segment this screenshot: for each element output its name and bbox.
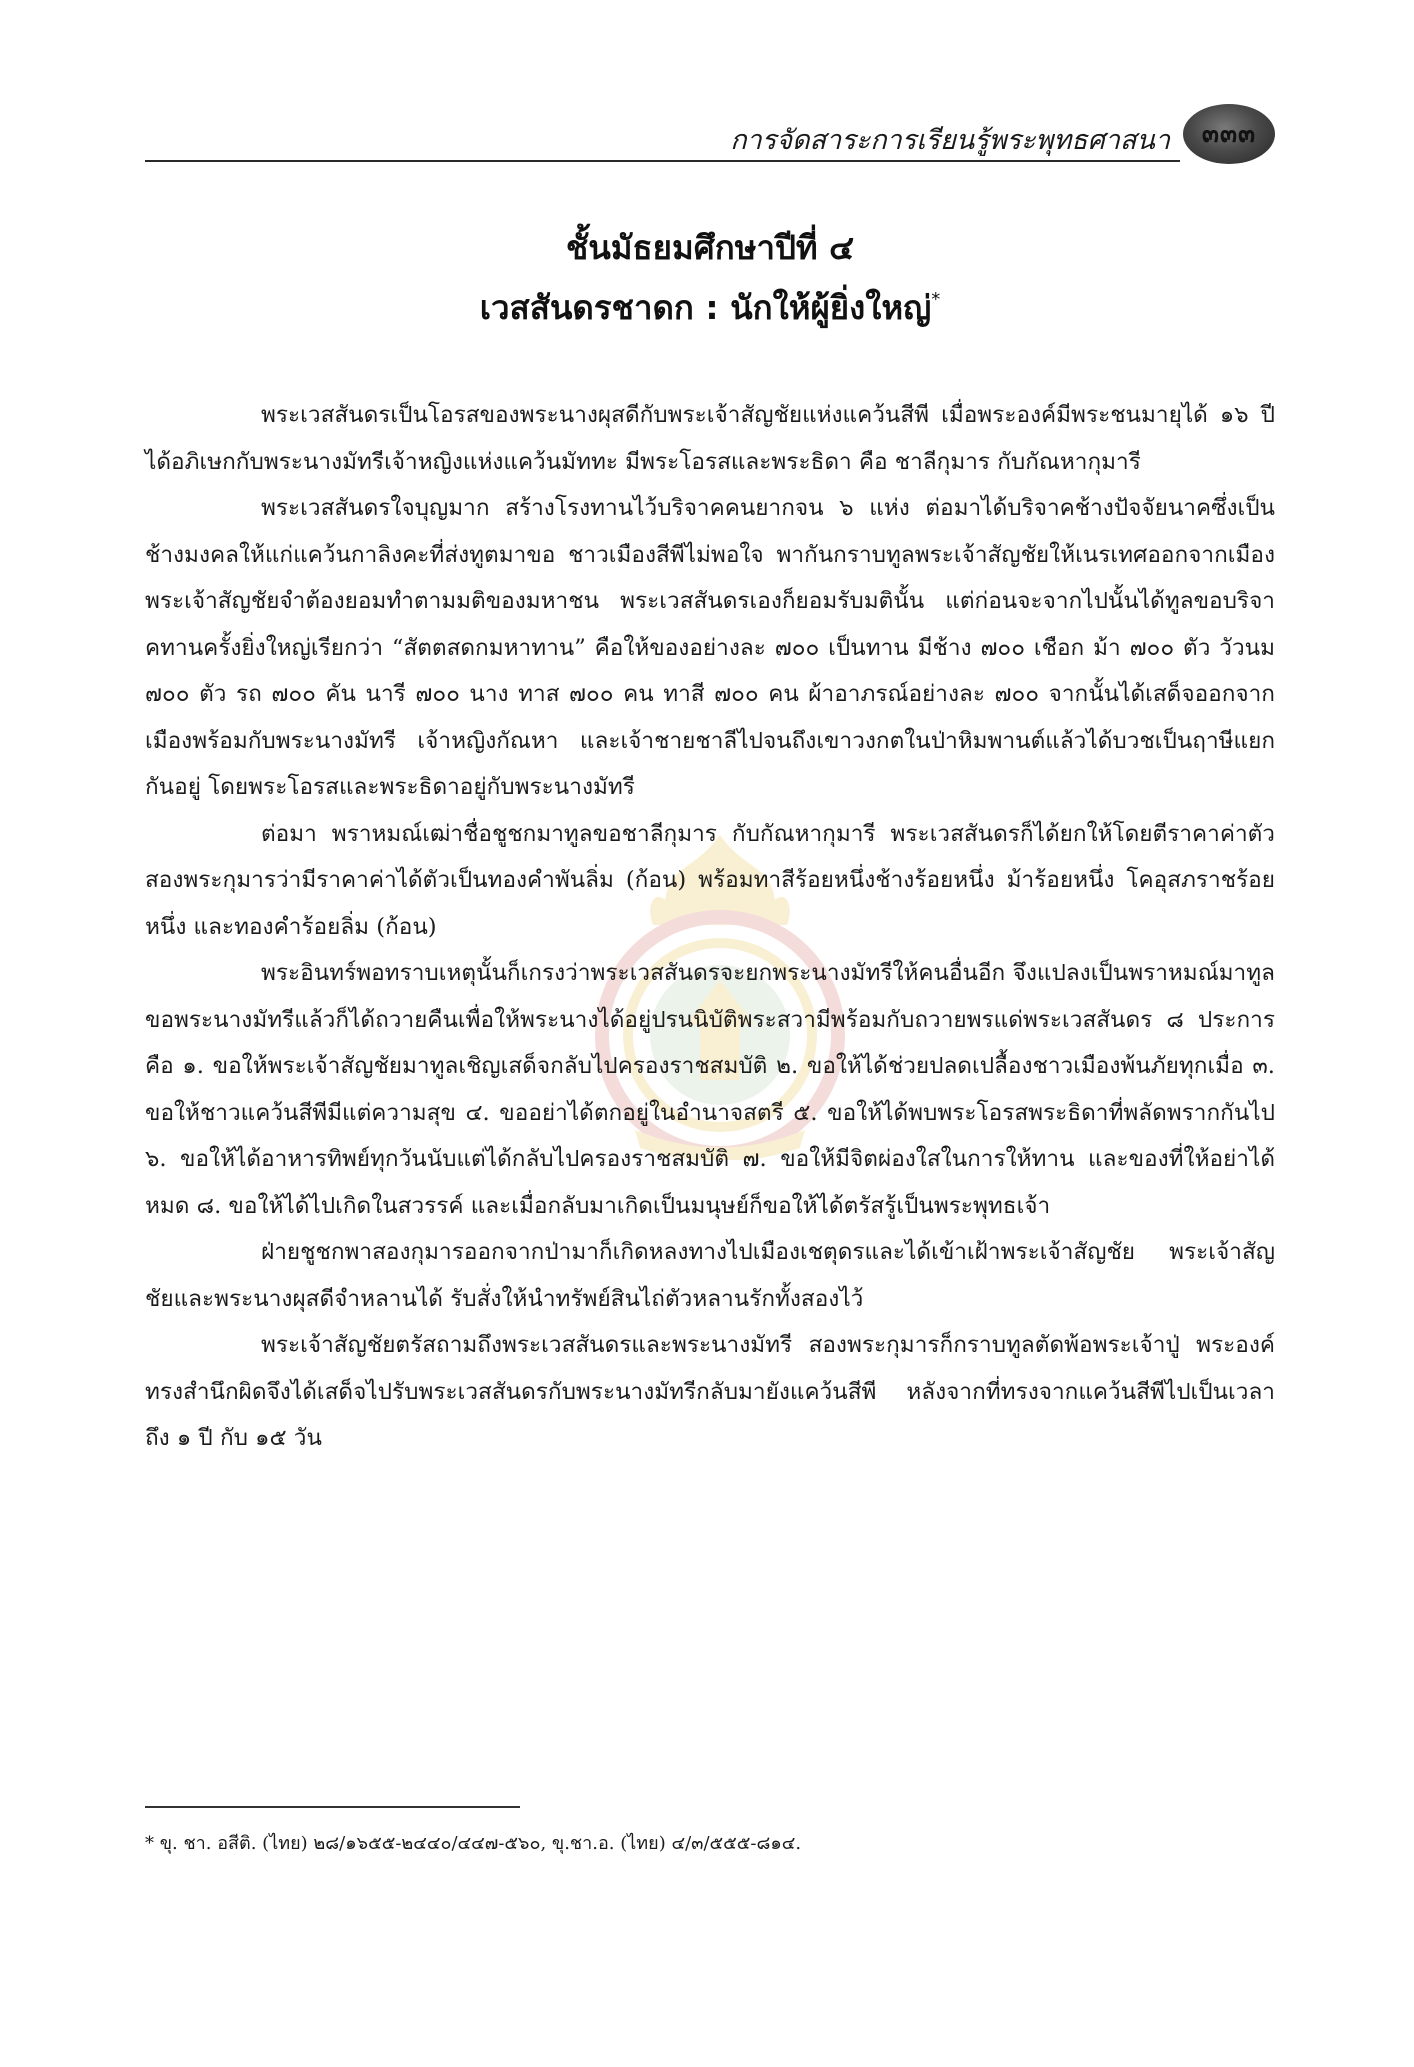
paragraph: พระเวสสันดรใจบุญมาก สร้างโรงทานไว้บริจาคคนยากจน ๖ แห่ง ต่อมาได้บริจาคช้างปัจจัยนาคซึ่งเป็นช้างมงคลให้แก่แคว้นกาลิงคะที่ส่งทูตมาขอ ชาวเมืองสีพีไม่พอใจ พากันกราบทูลพระเจ้าสัญชัยให้เนรเทศออกจากเมือง พระเจ้าสัญชัยจำต้องยอมทำตามมติของมหาชน พระเวสสันดรเองก็ยอมรับมตินั้น แต่ก่อนจะจากไปนั้นได้ทูลขอบริจาคทานครั้งยิ่งใหญ่เรียกว่า “สัตตสดกมหาทาน” คือให้ของอย่างละ ๗๐๐ เป็นทาน มีช้าง ๗๐๐ เชือก ม้า ๗๐๐ ตัว วัวนม ๗๐๐ ตัว รถ ๗๐๐ คัน นารี ๗๐๐ นาง ทาส ๗๐๐ คน ทาสี ๗๐๐ คน ผ้าอาภรณ์อย่างละ ๗๐๐ จากนั้นได้เสด็จออกจากเมืองพร้อมกับพระนางมัทรี เจ้าหญิงกัณหา และเจ้าชายชาลีไปจนถึงเขาวงกตในป่าหิมพานต์แล้วได้บวชเป็นฤาษีแยกกันอยู่ โดยพระโอรสและพระธิดาอยู่กับพระนางมัทรี: [145, 495, 1275, 800]
page-number-badge: [1183, 104, 1275, 164]
chapter-title-grade: [145, 222, 1275, 274]
page-number: ๓๓๓: [1201, 119, 1257, 148]
paragraph: ต่อมา พราหมณ์เฒ่าชื่อชูชกมาทูลขอชาลีกุมาร กับกัณหากุมารี พระเวสสันดรก็ได้ยกให้โดยตีราคาค่าตัวสองพระกุมารว่ามีราคาค่าได้ตัวเป็นทองคำพันลิ่ม (ก้อน) พร้อมทาสีร้อยหนึ่งช้างร้อยหนึ่ง ม้าร้อยหนึ่ง โคอุสภราชร้อยหนึ่ง และทองคำร้อยลิ่ม (ก้อน): [145, 820, 1275, 940]
paragraph: พระเจ้าสัญชัยตรัสถามถึงพระเวสสันดรและพระนางมัทรี สองพระกุมารก็กราบทูลตัดพ้อพระเจ้าปู่ พระองค์ทรงสำนึกผิดจึงได้เสด็จไปรับพระเวสสันดรกับพระนางมัทรีกลับมายังแคว้นสีพี หลังจากที่ทรงจากแคว้นสีพีไปเป็นเวลาถึง ๑ ปี กับ ๑๕ วัน: [145, 1332, 1275, 1451]
footnote: * ขุ. ชา. อสีติ. (ไทย) ๒๘/๑๖๕๕-๒๔๔๐/๔๔๗-๕๖๐, ขุ.ชา.อ. (ไทย) ๔/๓/๕๕๕-๘๑๔.: [145, 1833, 802, 1854]
paragraph: พระอินทร์พอทราบเหตุนั้นก็เกรงว่าพระเวสสันดรจะยกพระนางมัทรีให้คนอื่นอีก จึงแปลงเป็นพราหมณ์มาทูลขอพระนางมัทรีแล้วก็ได้ถวายคืนเพื่อให้พระนางได้อยู่ปรนนิบัติพระสวามีพร้อมกับถวายพรแด่พระเวสสันดร ๘ ประการ คือ ๑. ขอให้พระเจ้าสัญชัยมาทูลเชิญเสด็จกลับไปครองราชสมบัติ ๒. ขอให้ได้ช่วยปลดเปลื้องชาวเมืองพ้นภัยทุกเมื่อ ๓. ขอให้ชาวแคว้นสีพีมีแต่ความสุข ๔. ขออย่าได้ตกอยู่ในอำนาจสตรี ๕. ขอให้ได้พบพระโอรสพระธิดาที่พลัดพรากกันไป ๖. ขอให้ได้อาหารทิพย์ทุกวันนับแต่ได้กลับไปครองราชสมบัติ ๗. ขอให้มีจิตผ่องใสในการให้ทาน และของที่ให้อย่าได้หมด ๘. ขอให้ได้ไปเกิดในสวรรค์ และเมื่อกลับมาเกิดเป็นมนุษย์ก็ขอให้ได้ตรัสรู้เป็นพระพุทธเจ้า: [145, 960, 1275, 1219]
chapter-title-story: [145, 274, 1275, 334]
chapter-title-grade-text: ชั้นมัธยมศึกษาปีที่ ๔: [565, 228, 855, 267]
header-rule: [145, 160, 1180, 162]
running-header: [145, 108, 1275, 168]
chapter-title-story-text: เวสสันดรชาดก : นักให้ผู้ยิ่งใหญ่: [479, 288, 932, 327]
paragraph: พระเวสสันดรเป็นโอรสของพระนางผุสดีกับพระเจ้าสัญชัยแห่งแคว้นสีพี เมื่อพระองค์มีพระชนมายุได้ ๑๖ ปี ได้อภิเษกกับพระนางมัทรีเจ้าหญิงแห่งแคว้นมัททะ มีพระโอรสและพระธิดา คือ ชาลีกุมาร กับกัณหากุมารี: [145, 402, 1275, 475]
running-title: การจัดสาระการเรียนรู้พระพุทธศาสนา: [730, 125, 1170, 156]
footnote-marker: *: [931, 289, 941, 310]
chapter-title-block: [145, 222, 1275, 334]
footnote-divider: [145, 1806, 520, 1808]
body-text: [145, 392, 1275, 1462]
paragraph: ฝ่ายชูชกพาสองกุมารออกจากป่ามาก็เกิดหลงทางไปเมืองเชตุดรและได้เข้าเฝ้าพระเจ้าสัญชัย พระเจ้าสัญชัยและพระนางผุสดีจำหลานได้ รับสั่งให้นำทรัพย์สินไถ่ตัวหลานรักทั้งสองไว้: [145, 1239, 1275, 1312]
